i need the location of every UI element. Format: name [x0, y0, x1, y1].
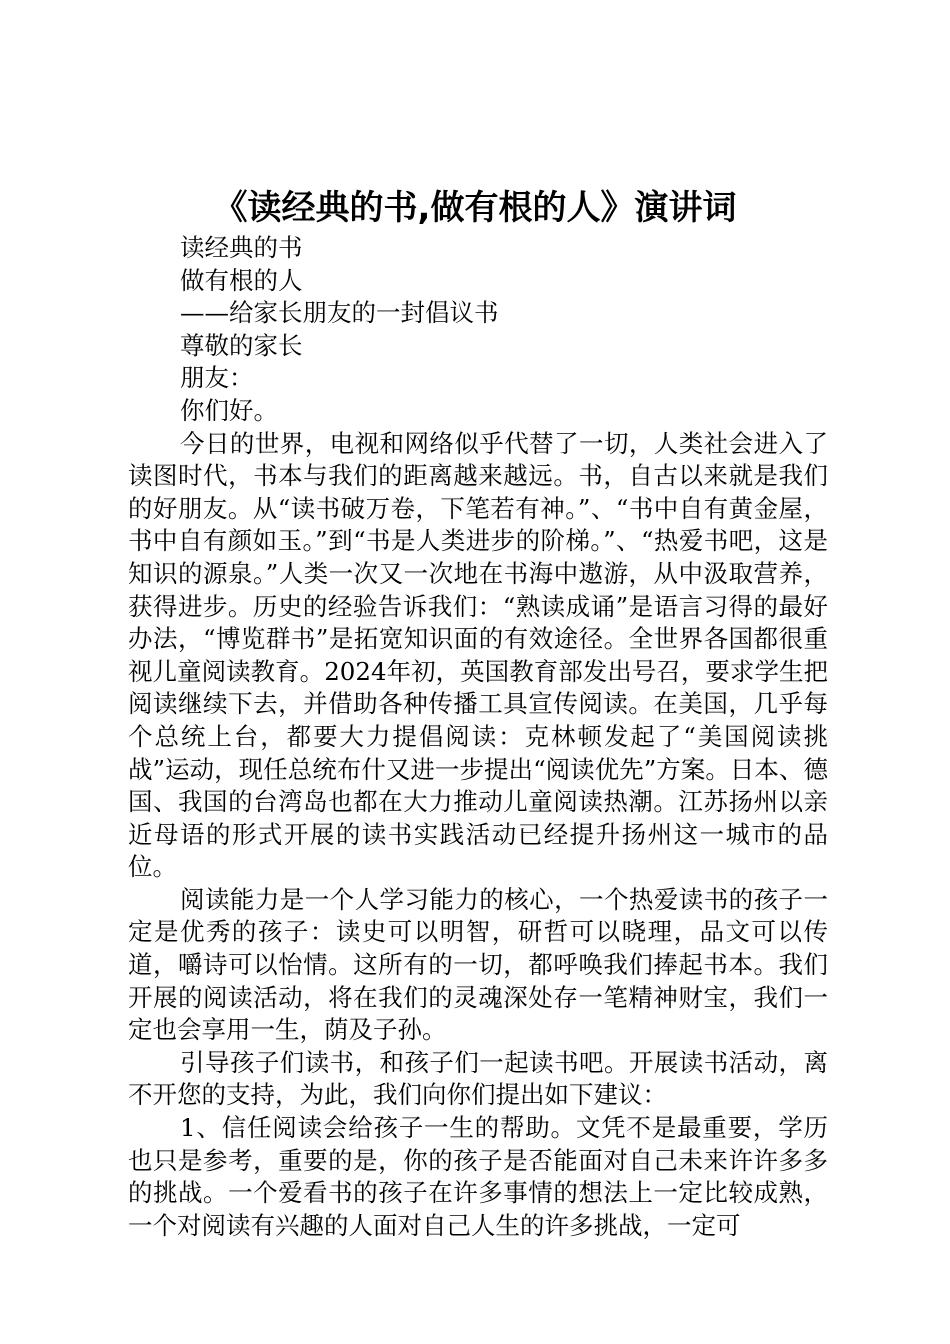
subtitle-line: ——给家长朋友的一封倡议书	[180, 298, 499, 328]
document-body	[128, 232, 828, 1242]
salutation-line: 朋友：	[180, 363, 254, 393]
greeting-line: 你们好。	[180, 395, 278, 425]
heading-line: 做有根的人	[180, 265, 303, 295]
salutation-line: 尊敬的家长	[180, 330, 303, 360]
paragraph: 1、信任阅读会给孩子一生的帮助。文凭不是最重要，学历也只是参考，重要的是，你的孩子是否能面对自己未来许许多多的挑战。一个爱看书的孩子在许多事情的想法上一定比较成熟，一个对阅读有兴趣的人面对自己人生的许多挑战，一定可	[128, 1113, 828, 1240]
heading-line: 读经典的书	[180, 233, 303, 262]
paragraph: 引导孩子们读书，和孩子们一起读书吧。开展读书活动，离不开您的支持，为此，我们向你们提出如下建议：	[128, 1047, 828, 1110]
document-title: 《读经典的书,做有根的人》演讲词	[213, 188, 737, 228]
paragraph: 阅读能力是一个人学习能力的核心，一个热爱读书的孩子一定是优秀的孩子：读史可以明智，研哲可以晓理，品文可以传道，嚼诗可以怡情。这所有的一切，都呼唤我们捧起书本。我们开展的阅读活动，将在我们的灵魂深处存一笔精神财宝，我们一定也会享用一生，荫及子孙。	[128, 884, 828, 1045]
paragraph: 今日的世界，电视和网络似乎代替了一切，人类社会进入了读图时代，书本与我们的距离越来越远。书，自古以来就是我们的好朋友。从“读书破万卷，下笔若有神。”、“书中自有黄金屋，书中自有颜如玉。”到“书是人类进步的阶梯。”、“热爱书吧，这是知识的源泉。”人类一次又一次地在书海中遨游，从中汲取营养，获得进步。历史的经验告诉我们：“熟读成诵”是语言习得的最好办法，“博览群书”是拓宽知识面的有效途径。全世界各国都很重视儿童阅读教育。2024年初，英国教育部发出号召，要求学生把阅读继续下去，并借助各种传播工具宣传阅读。在美国，几乎每个总统上台，都要大力提倡阅读：克林顿发起了“美国阅读挑战”运动，现任总统布什又进一步提出“阅读优先”方案。日本、德国、我国的台湾岛也都在大力推动儿童阅读热潮。江苏扬州以亲近母语的形式开展的读书实践活动已经提升扬州这一城市的品位。	[128, 428, 828, 882]
